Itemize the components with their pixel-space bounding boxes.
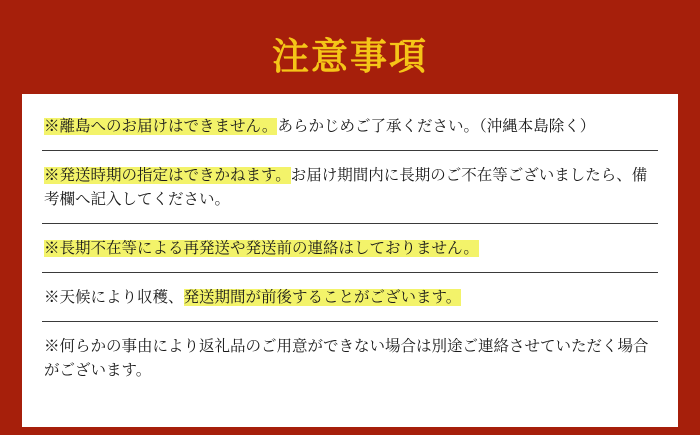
notice-item-5-text: ※何らかの事由により返礼品のご用意ができない場合は別途ご連絡させていただく場合がございます。 [44,338,649,380]
notice-item-2-highlight: ※発送時期の指定はできかねます。 [44,167,291,185]
notice-item-1 [42,102,658,151]
notice-panel [22,94,678,427]
notice-item-4-highlight: 発送期間が前後することがございます。 [183,289,462,307]
notice-item-5 [42,322,658,394]
notice-item-2-text: お届け期間内に長期のご不在等ございましたら、備考欄へ記入してください。 [44,167,648,209]
notice-item-3 [42,224,658,273]
notice-item-4 [42,273,658,322]
notice-item-1-text: あらかじめご了承ください。（沖縄本島除く） [277,118,596,135]
notice-item-1-highlight: ※離島へのお届けはできません。 [44,118,278,135]
notice-item-3-highlight: ※長期不在等による再発送や発送前の連絡はしておりません。 [44,240,479,258]
notice-item-2 [42,151,658,224]
page-title: 注意事項 [272,37,428,78]
notice-item-4-prefix: ※天候により収穫、 [44,289,184,307]
